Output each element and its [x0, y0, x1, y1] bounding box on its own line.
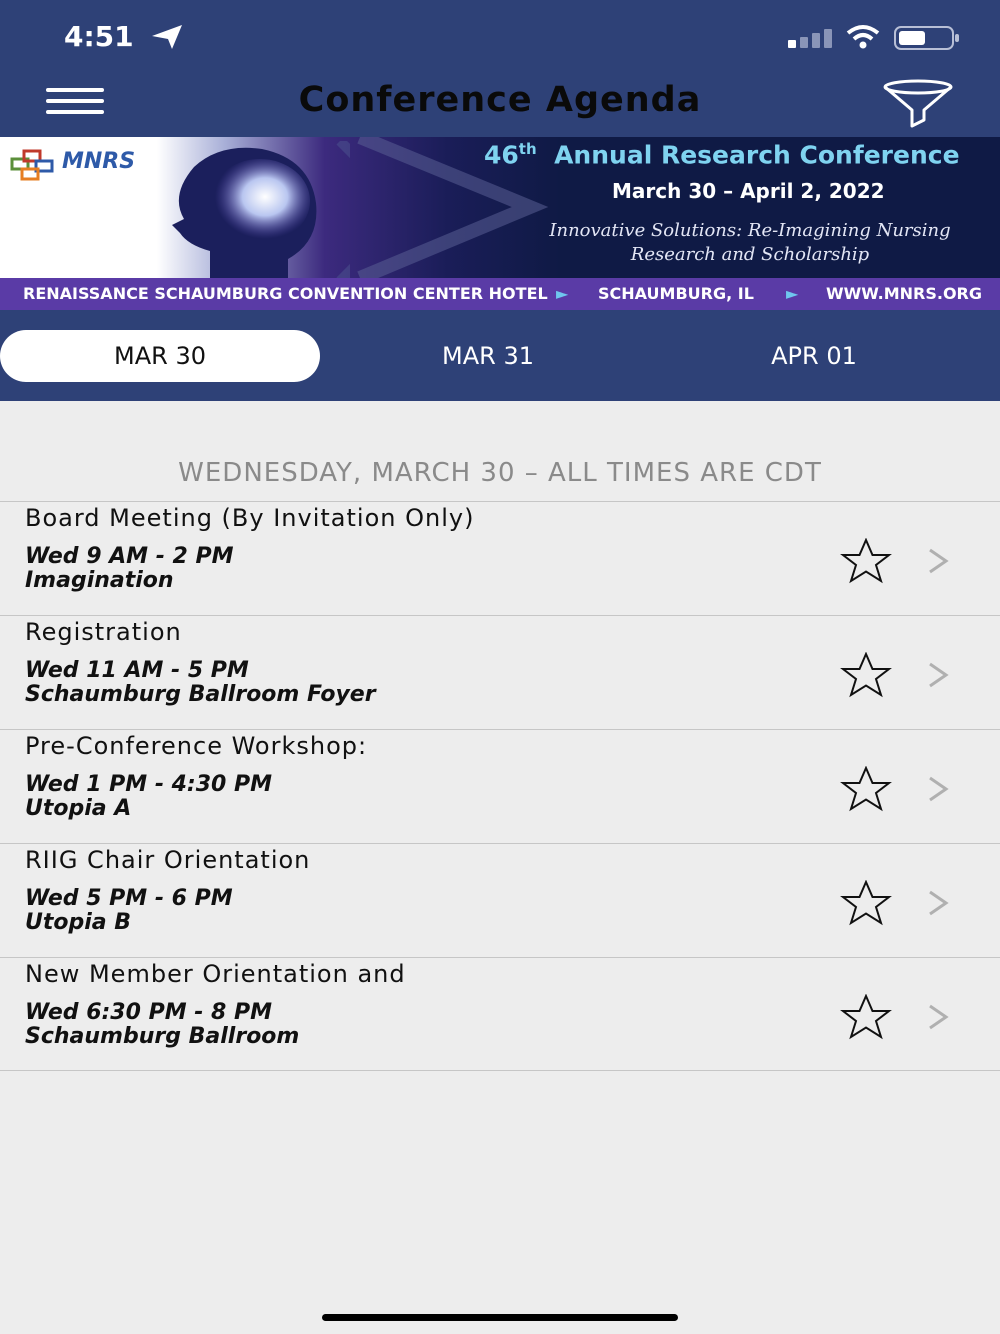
banner-dates: March 30 – April 2, 2022 [612, 179, 885, 203]
session-row[interactable] [0, 843, 1000, 957]
chevron-right-icon [924, 1002, 952, 1032]
session-location: Schaumburg Ballroom [25, 1024, 300, 1049]
location-arrow-icon [150, 24, 184, 50]
strip-arrow-icon: ► [556, 284, 569, 303]
venue-text: RENAISSANCE SCHAUMBURG CONVENTION CENTER HOTEL [23, 284, 548, 303]
chevron-right-icon [924, 546, 952, 576]
star-outline-icon[interactable] [836, 766, 896, 812]
session-title: Registration [25, 618, 182, 646]
mnrs-logo: MNRS [62, 149, 136, 174]
session-title: Board Meeting (By Invitation Only) [25, 504, 475, 532]
website-text: WWW.MNRS.ORG [826, 284, 983, 303]
star-outline-icon[interactable] [836, 994, 896, 1040]
status-time: 4:51 [64, 20, 134, 53]
session-location: Schaumburg Ballroom Foyer [25, 682, 376, 707]
tab-apr-01[interactable]: APR 01 [771, 342, 857, 370]
session-row[interactable] [0, 729, 1000, 843]
session-time: Wed 9 AM - 2 PM [25, 544, 234, 569]
session-location: Utopia A [25, 796, 132, 821]
session-location: Utopia B [25, 910, 132, 935]
wifi-icon [846, 24, 880, 50]
date-tabs [0, 310, 1000, 401]
banner-location-strip [0, 278, 1000, 310]
session-row[interactable] [0, 501, 1000, 615]
battery-icon [894, 26, 960, 50]
filter-funnel-icon[interactable] [880, 78, 956, 130]
session-title: RIIG Chair Orientation [25, 846, 311, 874]
star-outline-icon[interactable] [836, 538, 896, 584]
star-outline-icon[interactable] [836, 652, 896, 698]
session-time: Wed 1 PM - 4:30 PM [25, 772, 273, 797]
chevron-right-icon [924, 774, 952, 804]
session-location: Imagination [25, 568, 174, 593]
session-time: Wed 5 PM - 6 PM [25, 886, 233, 911]
city-text: SCHAUMBURG, IL [598, 284, 754, 303]
session-time: Wed 6:30 PM - 8 PM [25, 1000, 273, 1025]
session-row[interactable] [0, 615, 1000, 729]
page-title: Conference Agenda [298, 80, 702, 120]
star-outline-icon[interactable] [836, 880, 896, 926]
day-section-header: WEDNESDAY, MARCH 30 – ALL TIMES ARE CDT [178, 458, 822, 488]
session-title: New Member Orientation and [25, 960, 406, 988]
navigation-header [0, 0, 1000, 137]
conference-banner [0, 137, 1000, 310]
tab-mar-30[interactable]: MAR 30 [0, 330, 320, 382]
session-row[interactable] [0, 957, 1000, 1071]
session-title: Pre-Conference Workshop: [25, 732, 368, 760]
brain-head-image [150, 141, 350, 281]
tab-mar-31[interactable]: MAR 31 [442, 342, 534, 370]
banner-title: 46th Annual Research Conference [484, 140, 960, 170]
chevron-right-icon [924, 888, 952, 918]
session-list [0, 501, 1000, 1071]
session-time: Wed 11 AM - 5 PM [25, 658, 249, 683]
banner-tagline: Innovative Solutions: Re-Imagining Nursing Research and Scholarship [549, 220, 951, 265]
chevron-right-icon [924, 660, 952, 690]
cellular-signal-icon [788, 28, 834, 48]
mnrs-logo-mark-icon [8, 145, 68, 185]
strip-arrow-icon: ► [786, 284, 799, 303]
home-indicator[interactable] [322, 1314, 678, 1321]
